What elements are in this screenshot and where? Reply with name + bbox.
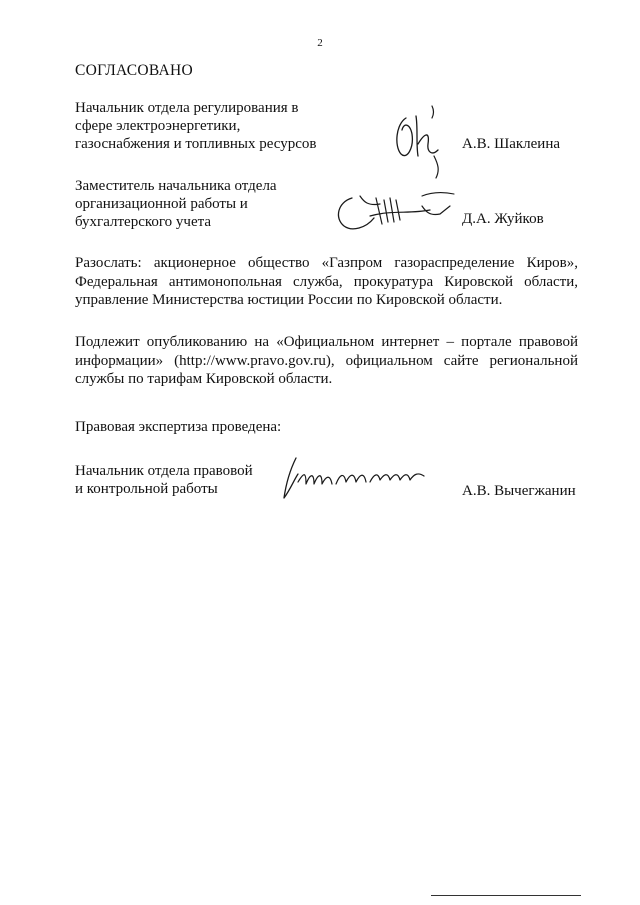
signatory-1-position-line: сфере электроэнергетики,	[75, 118, 241, 134]
legal-review-heading: Правовая экспертиза проведена:	[75, 419, 282, 435]
signature-shakleina	[388, 104, 458, 184]
footer-rule	[431, 895, 581, 897]
distribution-paragraph: Разослать: акционерное общество «Газпром газораспределение Киров», Федеральная антимонопольная служба, прокуратура Кировской области, управление Министерства юстиции России по Кировской области.	[75, 255, 578, 308]
approval-heading: СОГЛАСОВАНО	[75, 62, 194, 79]
publication-paragraph: Подлежит опубликованию на «Официальном интернет – портале правовой информации» (http://www.pravo.gov.ru), официальном сайте региональной службы по тарифам Кировской области.	[75, 334, 578, 387]
signatory-1-position-line: газоснабжения и топливных ресурсов	[75, 136, 317, 152]
signatory-1-position-line: Начальник отдела регулирования в	[75, 100, 299, 116]
legal-review-position-line: Начальник отдела правовой	[75, 463, 253, 479]
signatory-2-position-line: бухгалтерского учета	[75, 214, 212, 230]
signatory-1-position	[75, 99, 317, 153]
legal-review-position	[75, 462, 253, 498]
signature-vychegzhanin	[276, 450, 436, 510]
signatory-2-position-line: Заместитель начальника отдела	[75, 178, 277, 194]
signatory-1-name: А.В. Шаклеина	[462, 136, 561, 152]
legal-review-name: А.В. Вычегжанин	[462, 483, 576, 499]
signature-zhuikov	[330, 188, 460, 238]
signatory-2-position	[75, 177, 277, 231]
page-number: 2	[317, 37, 323, 49]
signatory-2-position-line: организационной работы и	[75, 196, 248, 212]
legal-review-position-line: и контрольной работы	[75, 481, 218, 497]
signatory-2-name: Д.А. Жуйков	[462, 211, 544, 227]
